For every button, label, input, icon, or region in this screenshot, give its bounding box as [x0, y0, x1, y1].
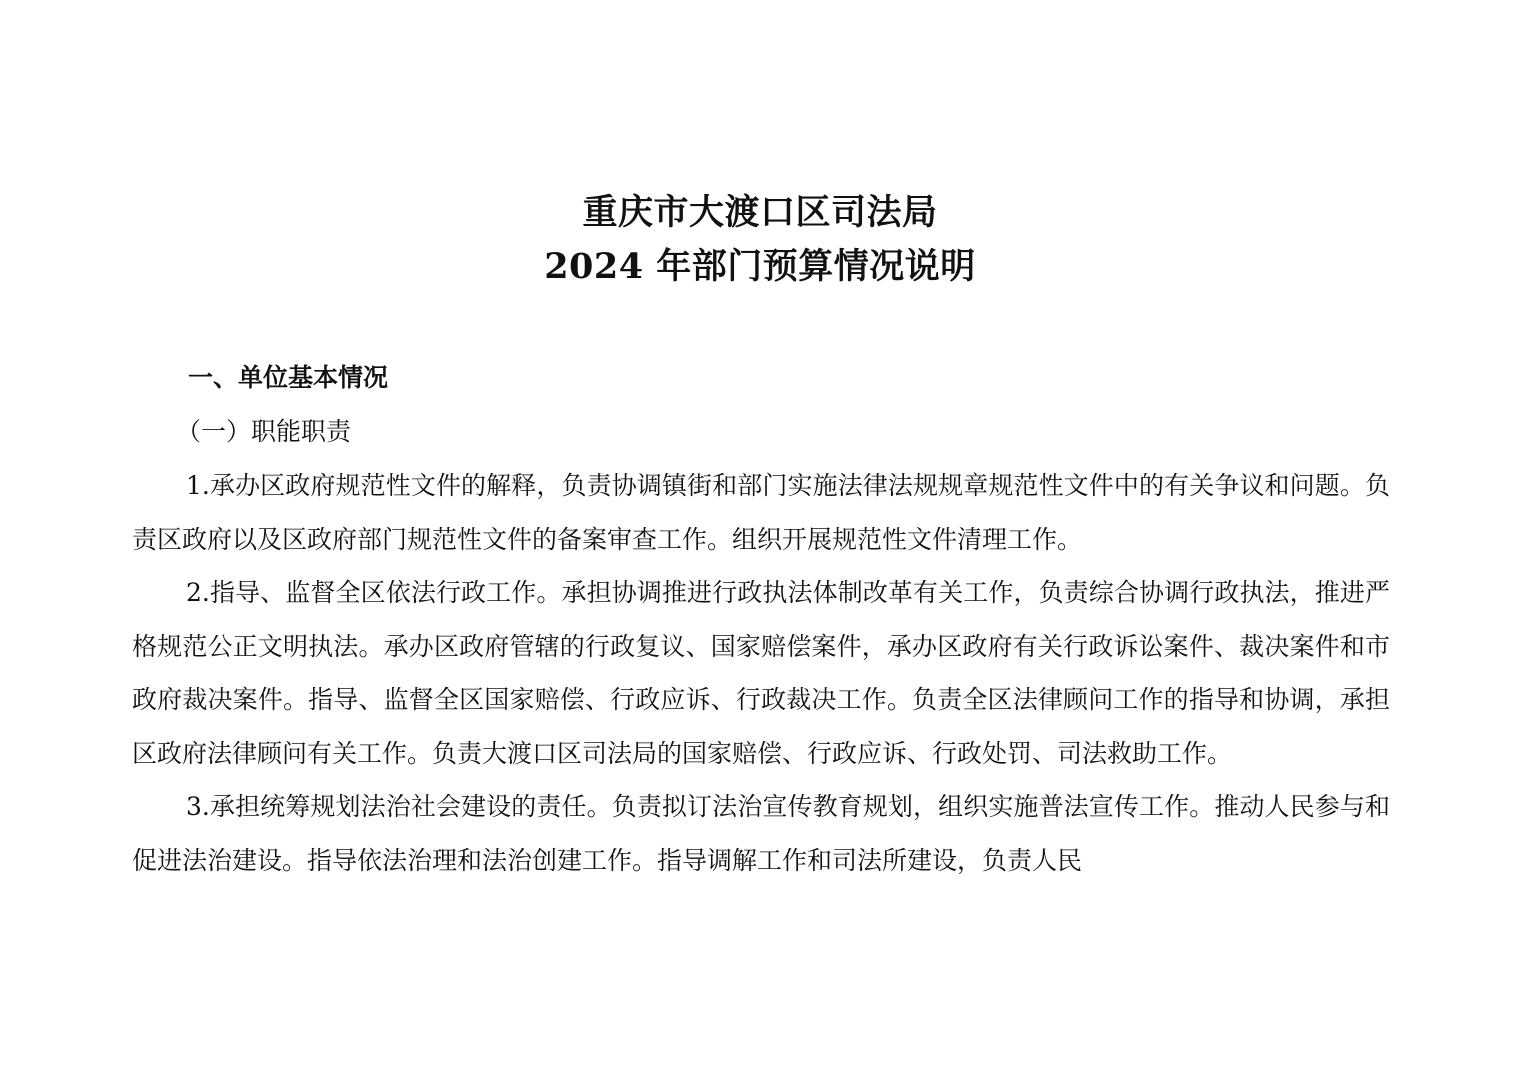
document-title-line-1: 重庆市大渡口区司法局	[582, 192, 938, 233]
section-heading: 一、单位基本情况	[188, 363, 389, 392]
document-title-line-2: 2024 年部门预算情况说明	[544, 246, 976, 287]
subsection-heading: （一）职能职责	[176, 417, 352, 446]
body-text	[132, 459, 1390, 887]
paragraph-2: 2.指导、监督全区依法行政工作。承担协调推进行政执法体制改革有关工作，负责综合协调行政执法，推进严格规范公正文明执法。承办区政府管辖的行政复议、国家赔偿案件，承办区政府有关行政诉讼案件、裁决案件和市政府裁决案件。指导、监督全区国家赔偿、行政应诉、行政裁决工作。负责全区法律顾问工作的指导和协调，承担区政府法律顾问有关工作。负责大渡口区司法局的国家赔偿、行政应诉、行政处罚、司法救助工作。	[132, 578, 1390, 768]
paragraph-1: 1.承办区政府规范性文件的解释，负责协调镇街和部门实施法律法规规章规范性文件中的有关争议和问题。负责区政府以及区政府部门规范性文件的备案审查工作。组织开展规范性文件清理工作。	[132, 471, 1390, 554]
paragraph-3: 3.承担统筹规划法治社会建设的责任。负责拟订法治宣传教育规划，组织实施普法宣传工作。推动人民参与和促进法治建设。指导依法治理和法治创建工作。指导调解工作和司法所建设，负责人民	[132, 792, 1390, 875]
